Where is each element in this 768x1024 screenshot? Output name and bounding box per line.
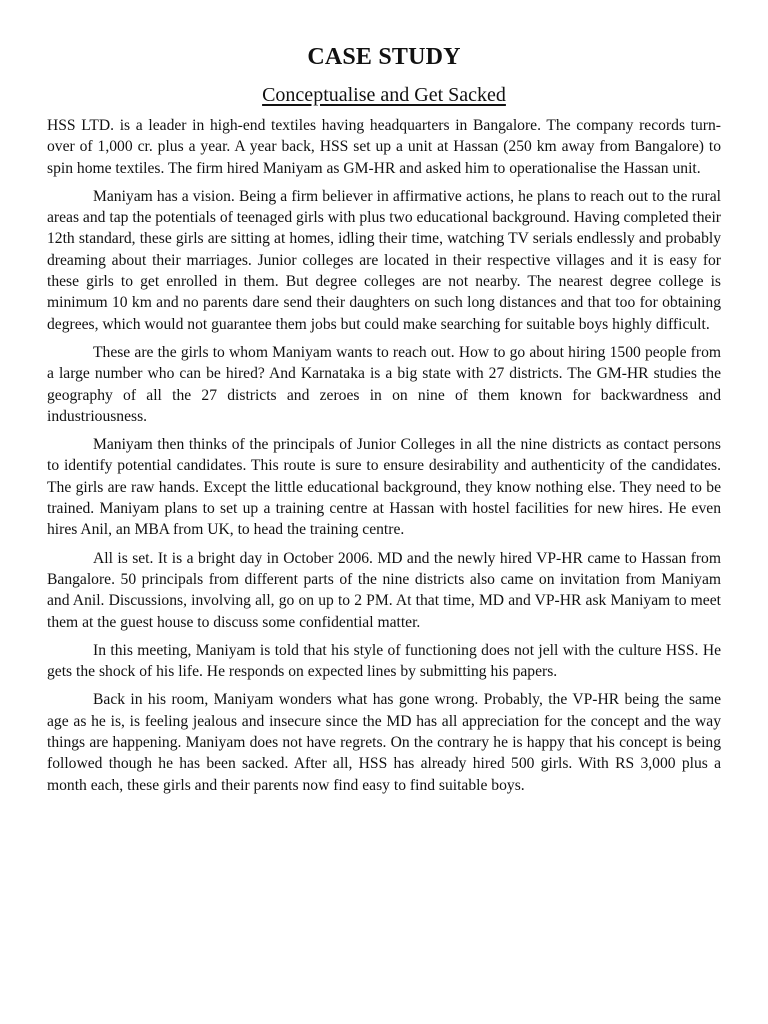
- paragraph-intro: HSS LTD. is a leader in high-end textiles having headquarters in Bangalore. The company records turn-over of 1,000 cr. plus a year. A year back, HSS set up a unit at Hassan (250 km away from Bangalore) to spin home textiles. The firm hired Maniyam as GM-HR and asked him to operationalise the Hassan unit.: [47, 117, 721, 177]
- document-page: [47, 40, 721, 803]
- paragraph-meeting: In this meeting, Maniyam is told that his style of functioning does not jell with the culture HSS. He gets the shock of his life. He responds on expected lines by submitting his papers.: [47, 641, 721, 681]
- page-title: CASE STUDY: [307, 44, 461, 70]
- subtitle-text: Conceptualise and Get Sacked: [262, 84, 506, 106]
- paragraph-reflection: Back in his room, Maniyam wonders what has gone wrong. Probably, the VP-HR being the same age as he is, is feeling jealous and insecure since the MD has all appreciation for the concept and the way things are happening. Maniyam does not have regrets. On the contrary he is happy that his concept is being followed though he has been sacked. After all, HSS has already hired 500 girls. With RS 3,000 plus a month each, these girls and their parents now find easy to find suitable boys.: [47, 691, 721, 794]
- paragraph-event: All is set. It is a bright day in October 2006. MD and the newly hired VP-HR came to Hassan from Bangalore. 50 principals from different parts of the nine districts also came on invitation from Maniyam and Anil. Discussions, involving all, go on up to 2 PM. At that time, MD and VP-HR ask Maniyam to meet them at the guest house to discuss some confidential matter.: [47, 549, 721, 631]
- paragraph-vision: Maniyam has a vision. Being a firm believer in affirmative actions, he plans to reach out to the rural areas and tap the potentials of teenaged girls with plus two educational background. Having completed their 12th standard, these girls are sitting at homes, idling their time, watching TV serials endlessly and probably dreaming about their marriages. Junior colleges are located in their respective villages and it is easy for these girls to get enrolled in them. But degree colleges are not nearby. The nearest degree college is minimum 10 km and no parents dare send their daughters on such long distances and that too for obtaining degrees, which would not guarantee them jobs but could make searching for suitable boys highly difficult.: [47, 187, 721, 333]
- paragraph-training: Maniyam then thinks of the principals of Junior Colleges in all the nine districts as contact persons to identify potential candidates. This route is sure to ensure desirability and authenticity of the candidates. The girls are raw hands. Except the little educational background, they know nothing else. They need to be trained. Maniyam plans to set up a training centre at Hassan with hostel facilities for new hires. He even hires Anil, an MBA from UK, to head the training centre.: [47, 436, 721, 539]
- page-subtitle: [47, 82, 721, 108]
- paragraph-hiring: These are the girls to whom Maniyam wants to reach out. How to go about hiring 1500 people from a large number who can be hired? And Karnataka is a big state with 27 districts. The GM-HR studies the geography of all the 27 districts and zeroes in on nine of them known for backwardness and industriousness.: [47, 343, 721, 425]
